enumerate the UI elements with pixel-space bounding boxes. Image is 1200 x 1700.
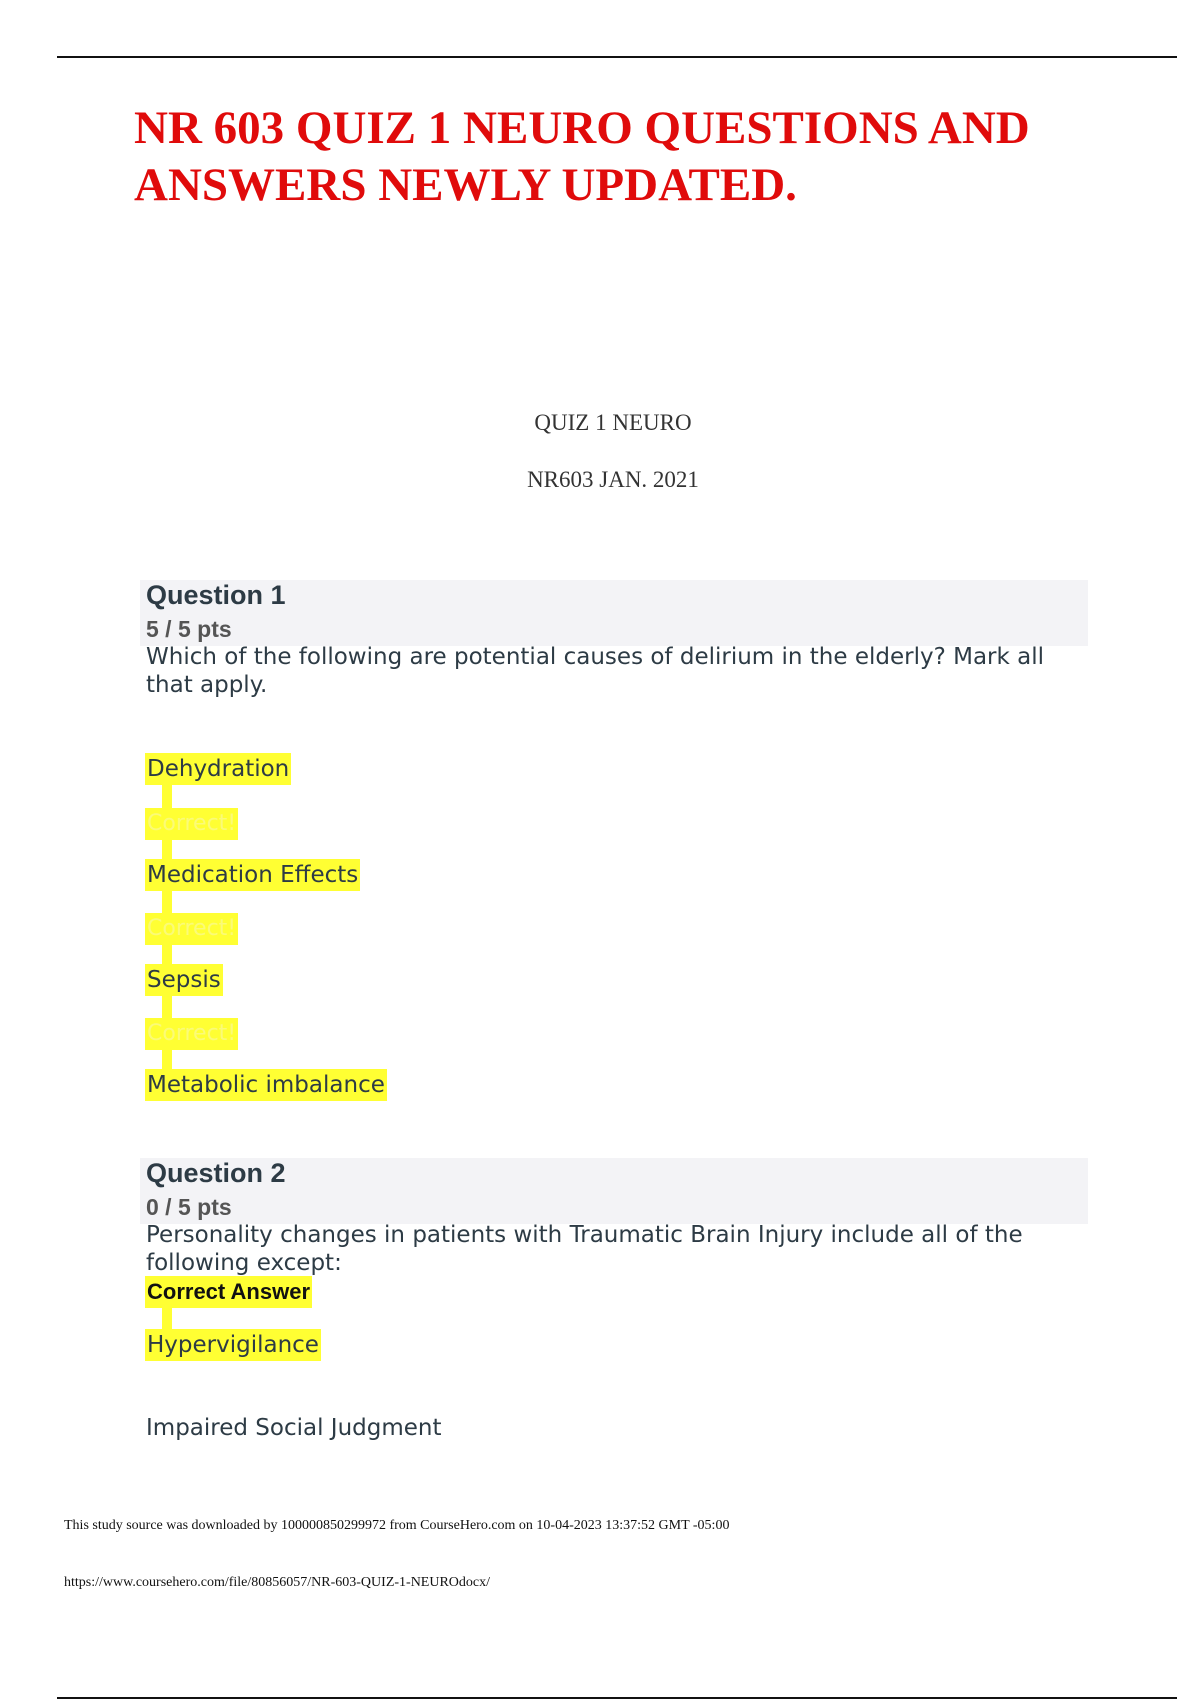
top-rule xyxy=(57,56,1177,58)
question-2-heading: Question 2 xyxy=(146,1158,286,1188)
question-1-points: 5 / 5 pts xyxy=(146,616,232,642)
answer-dehydration: Dehydration xyxy=(145,753,291,785)
question-2-text: Personality changes in patients with Traumatic Brain Injury include all of the following except: xyxy=(146,1222,1023,1276)
correct-answer-label: Correct Answer xyxy=(145,1276,312,1308)
download-notice: This study source was downloaded by 100000850299972 from CourseHero.com on 10-04-2023 13:37:52 GMT -05:00 xyxy=(64,1518,730,1533)
question-1-heading: Question 1 xyxy=(146,580,286,610)
question-1-text: Which of the following are potential causes of delirium in the elderly? Mark all that apply. xyxy=(146,644,1045,698)
answer-impaired-social-judgment: Impaired Social Judgment xyxy=(146,1415,442,1441)
correct-marker: Correct! xyxy=(145,1018,238,1050)
answer-metabolic-imbalance: Metabolic imbalance xyxy=(145,1069,387,1101)
answer-sepsis: Sepsis xyxy=(145,964,223,996)
document-title: NR 603 QUIZ 1 NEURO QUESTIONS AND ANSWERS NEWLY UPDATED. xyxy=(134,102,1030,211)
correct-marker: Correct! xyxy=(145,808,238,840)
quiz-name: QUIZ 1 NEURO xyxy=(534,410,692,435)
correct-marker: Correct! xyxy=(145,913,238,945)
question-2-points: 0 / 5 pts xyxy=(146,1194,232,1220)
bottom-rule xyxy=(57,1697,1177,1699)
course-date: NR603 JAN. 2021 xyxy=(527,467,699,492)
answer-hypervigilance: Hypervigilance xyxy=(145,1329,321,1361)
answer-medication-effects: Medication Effects xyxy=(145,859,360,891)
source-url[interactable]: https://www.coursehero.com/file/80856057/NR-603-QUIZ-1-NEUROdocx/ xyxy=(64,1575,491,1590)
